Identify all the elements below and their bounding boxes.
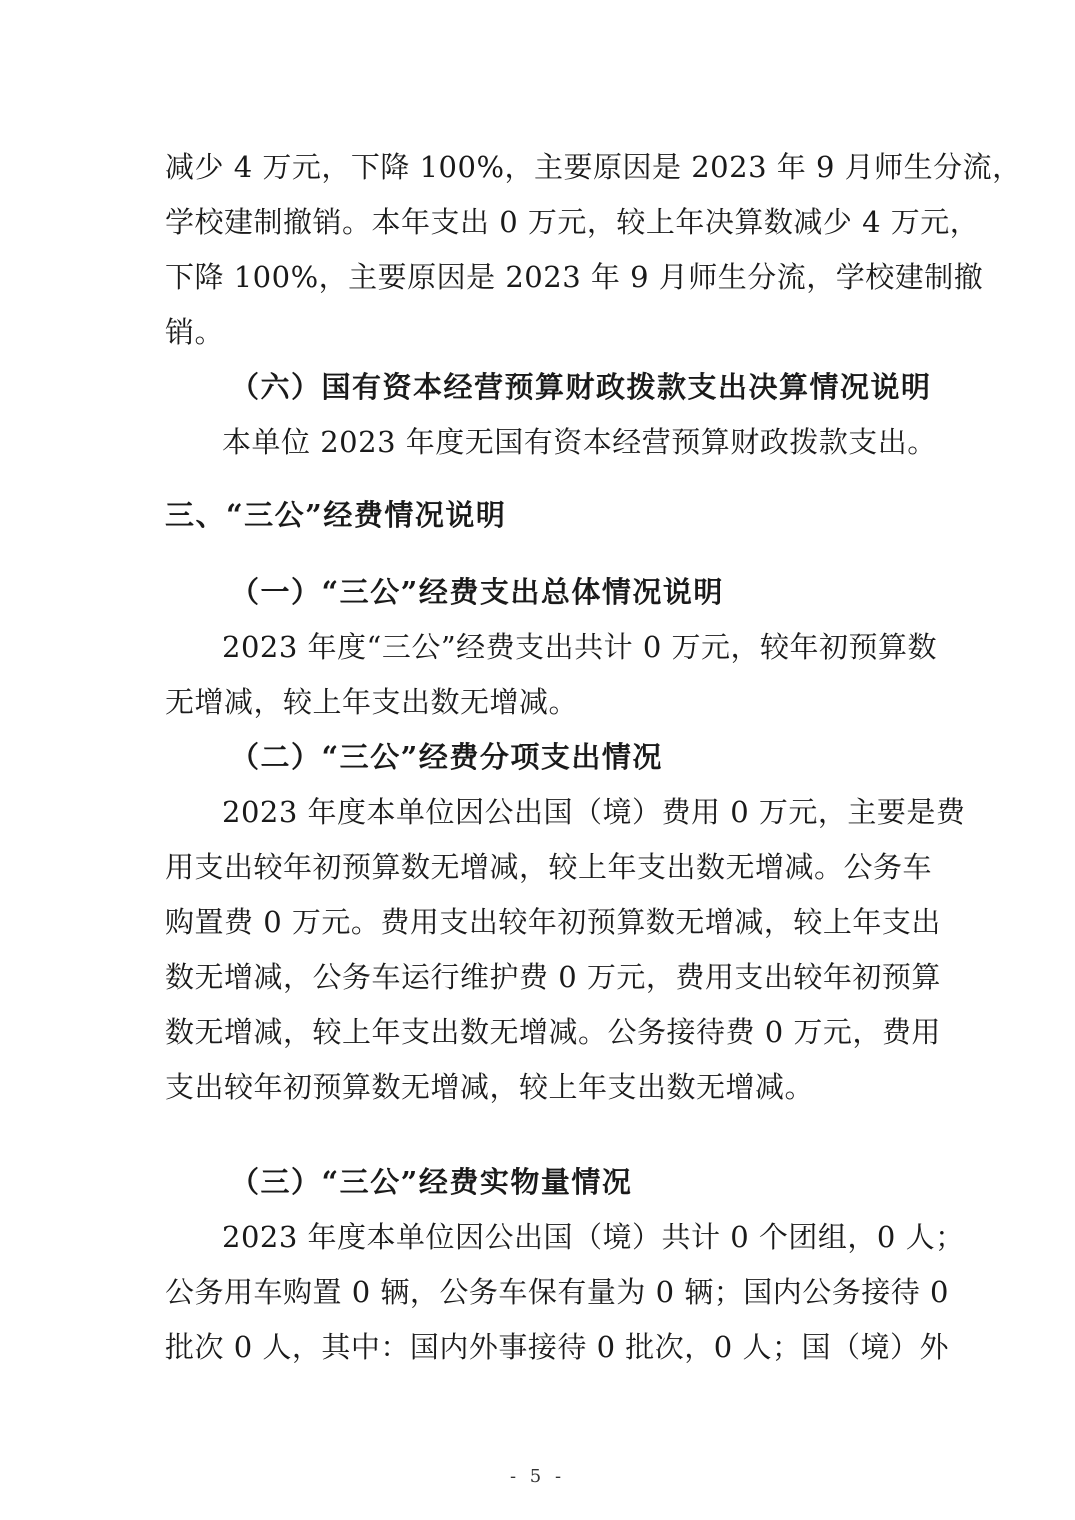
text-line: 2023 年度本单位因公出国（境）费用 0 万元，主要是费 — [222, 795, 966, 829]
text-line: 用支出较年初预算数无增减，较上年支出数无增减。公务车 — [165, 850, 933, 884]
text-line: 销。 — [165, 315, 225, 349]
text-line: 公务用车购置 0 辆，公务车保有量为 0 辆；国内公务接待 0 — [165, 1275, 949, 1309]
paragraph-reduction — [165, 140, 1022, 360]
section-heading-three: 三、“三公”经费情况说明 — [165, 498, 507, 532]
subsection-heading-one: （一）“三公”经费支出总体情况说明 — [230, 575, 724, 609]
text-line: 批次 0 人，其中：国内外事接待 0 批次，0 人；国（境）外 — [165, 1330, 949, 1364]
text-line: 学校建制撤销。本年支出 0 万元，较上年决算数减少 4 万元， — [165, 205, 980, 239]
text-line: 2023 年度“三公”经费支出共计 0 万元，较年初预算数 — [222, 630, 938, 664]
subsection-heading-two: （二）“三公”经费分项支出情况 — [230, 740, 663, 774]
text-line: 下降 100%，主要原因是 2023 年 9 月师生分流，学校建制撤 — [165, 260, 984, 294]
text-line: 数无增减，公务车运行维护费 0 万元，费用支出较年初预算 — [165, 960, 941, 994]
document-body — [165, 140, 1022, 1375]
page-number: - 5 - — [509, 1466, 566, 1487]
subsection-heading-three: （三）“三公”经费实物量情况 — [230, 1165, 633, 1199]
subsection-three-body — [165, 1210, 965, 1375]
text-line: 购置费 0 万元。费用支出较年初预算数无增减，较上年支出 — [165, 905, 941, 939]
text-line: 支出较年初预算数无增减，较上年支出数无增减。 — [165, 1070, 815, 1104]
text-line: 2023 年度本单位因公出国（境）共计 0 个团组，0 人； — [222, 1220, 965, 1254]
subsection-two-body — [165, 785, 966, 1115]
section-six-body: 本单位 2023 年度无国有资本经营预算财政拨款支出。 — [222, 425, 937, 459]
text-line: 减少 4 万元，下降 100%，主要原因是 2023 年 9 月师生分流， — [165, 150, 1022, 184]
text-line: 数无增减，较上年支出数无增减。公务接待费 0 万元，费用 — [165, 1015, 941, 1049]
subsection-one-body — [165, 620, 938, 730]
section-heading-six: （六）国有资本经营预算财政拨款支出决算情况说明 — [230, 370, 932, 404]
text-line: 无增减，较上年支出数无增减。 — [165, 685, 579, 719]
